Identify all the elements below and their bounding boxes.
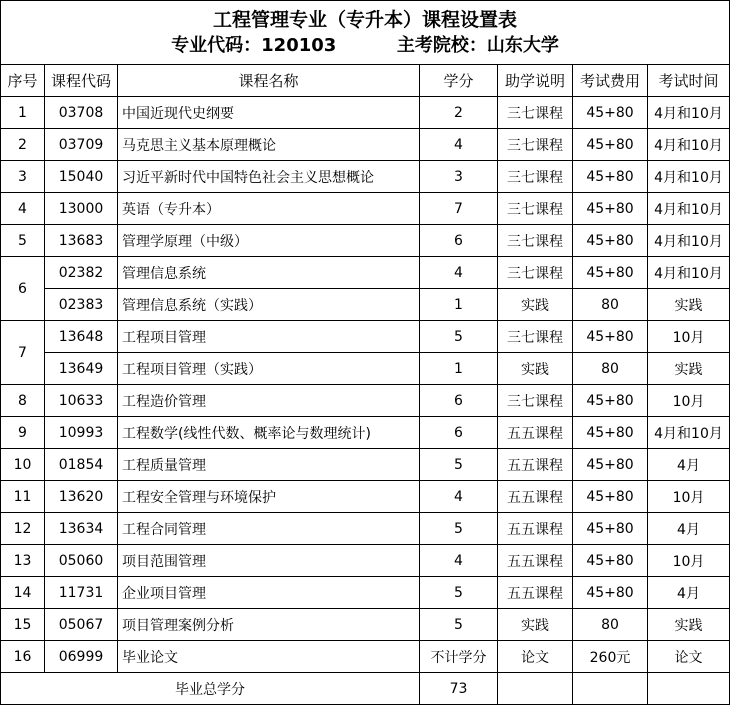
row-credit: 7 xyxy=(420,193,498,225)
row-credit: 5 xyxy=(420,609,498,641)
header-row xyxy=(1,65,730,97)
row-time: 实践 xyxy=(648,289,730,321)
row-credit: 4 xyxy=(420,129,498,161)
row-fee: 45+80 xyxy=(573,321,648,353)
total-label: 毕业总学分 xyxy=(1,673,420,705)
row-time: 4月和10月 xyxy=(648,417,730,449)
row-time: 10月 xyxy=(648,385,730,417)
row-code: 05060 xyxy=(45,545,118,577)
row-fee: 45+80 xyxy=(573,545,648,577)
table-row xyxy=(1,353,730,385)
row-note: 实践 xyxy=(498,353,573,385)
row-time: 4月 xyxy=(648,513,730,545)
row-no: 12 xyxy=(1,513,45,545)
table-row xyxy=(1,161,730,193)
row-time: 4月和10月 xyxy=(648,129,730,161)
row-code: 01854 xyxy=(45,449,118,481)
row-fee: 45+80 xyxy=(573,577,648,609)
table-row xyxy=(1,257,730,289)
table-row xyxy=(1,513,730,545)
row-code: 11731 xyxy=(45,577,118,609)
row-credit: 6 xyxy=(420,417,498,449)
table-row xyxy=(1,449,730,481)
table-row xyxy=(1,225,730,257)
row-time: 10月 xyxy=(648,545,730,577)
row-no: 3 xyxy=(1,161,45,193)
row-no: 2 xyxy=(1,129,45,161)
row-note: 五五课程 xyxy=(498,513,573,545)
row-note: 论文 xyxy=(498,641,573,673)
row-note: 三七课程 xyxy=(498,193,573,225)
table-row xyxy=(1,129,730,161)
row-time: 4月 xyxy=(648,449,730,481)
table-row xyxy=(1,97,730,129)
row-code: 13634 xyxy=(45,513,118,545)
row-note: 三七课程 xyxy=(498,225,573,257)
header-time: 考试时间 xyxy=(648,65,730,97)
table-row xyxy=(1,609,730,641)
row-fee: 80 xyxy=(573,609,648,641)
table-row xyxy=(1,417,730,449)
row-note: 三七课程 xyxy=(498,385,573,417)
row-name: 企业项目管理 xyxy=(118,577,420,609)
row-fee: 45+80 xyxy=(573,481,648,513)
row-credit: 5 xyxy=(420,321,498,353)
row-fee: 80 xyxy=(573,289,648,321)
row-no: 15 xyxy=(1,609,45,641)
row-name: 项目范围管理 xyxy=(118,545,420,577)
total-value: 73 xyxy=(420,673,498,705)
row-no: 8 xyxy=(1,385,45,417)
subtitle xyxy=(1,33,729,59)
row-fee: 45+80 xyxy=(573,225,648,257)
total-empty-time xyxy=(648,673,730,705)
row-fee: 45+80 xyxy=(573,193,648,225)
table-row xyxy=(1,289,730,321)
row-credit: 5 xyxy=(420,577,498,609)
table-row xyxy=(1,321,730,353)
row-name: 工程项目管理（实践） xyxy=(118,353,420,385)
row-credit: 1 xyxy=(420,289,498,321)
row-credit: 不计学分 xyxy=(420,641,498,673)
row-time: 10月 xyxy=(648,321,730,353)
table-row xyxy=(1,545,730,577)
header-fee: 考试费用 xyxy=(573,65,648,97)
row-note: 实践 xyxy=(498,609,573,641)
row-code: 13683 xyxy=(45,225,118,257)
row-fee: 45+80 xyxy=(573,385,648,417)
row-code: 06999 xyxy=(45,641,118,673)
row-code: 13620 xyxy=(45,481,118,513)
row-name: 管理信息系统（实践） xyxy=(118,289,420,321)
row-no: 6 xyxy=(1,257,45,321)
row-time: 4月和10月 xyxy=(648,193,730,225)
row-code: 02383 xyxy=(45,289,118,321)
header-note: 助学说明 xyxy=(498,65,573,97)
row-no: 9 xyxy=(1,417,45,449)
row-time: 4月和10月 xyxy=(648,225,730,257)
row-credit: 5 xyxy=(420,513,498,545)
row-note: 五五课程 xyxy=(498,481,573,513)
row-time: 4月和10月 xyxy=(648,257,730,289)
row-name: 项目管理案例分析 xyxy=(118,609,420,641)
row-time: 实践 xyxy=(648,353,730,385)
row-no: 5 xyxy=(1,225,45,257)
row-fee: 45+80 xyxy=(573,129,648,161)
row-time: 4月 xyxy=(648,577,730,609)
row-name: 毕业论文 xyxy=(118,641,420,673)
row-name: 工程合同管理 xyxy=(118,513,420,545)
row-name: 马克思主义基本原理概论 xyxy=(118,129,420,161)
page-title: 工程管理专业（专升本）课程设置表 xyxy=(212,8,517,31)
exam-school: 主考院校：山东大学 xyxy=(396,34,559,56)
row-fee: 45+80 xyxy=(573,97,648,129)
row-code: 10633 xyxy=(45,385,118,417)
row-code: 10993 xyxy=(45,417,118,449)
row-fee: 260元 xyxy=(573,641,648,673)
row-time: 4月和10月 xyxy=(648,161,730,193)
header-code: 课程代码 xyxy=(45,65,118,97)
row-code: 03709 xyxy=(45,129,118,161)
row-fee: 45+80 xyxy=(573,417,648,449)
row-note: 五五课程 xyxy=(498,545,573,577)
table-row xyxy=(1,577,730,609)
row-name: 工程质量管理 xyxy=(118,449,420,481)
row-name: 工程造价管理 xyxy=(118,385,420,417)
row-name: 工程安全管理与环境保护 xyxy=(118,481,420,513)
row-name: 管理信息系统 xyxy=(118,257,420,289)
total-empty-note xyxy=(498,673,573,705)
row-credit: 1 xyxy=(420,353,498,385)
row-name: 习近平新时代中国特色社会主义思想概论 xyxy=(118,161,420,193)
row-credit: 3 xyxy=(420,161,498,193)
major-code: 专业代码：120103 xyxy=(171,34,337,56)
row-fee: 45+80 xyxy=(573,449,648,481)
row-credit: 2 xyxy=(420,97,498,129)
row-no: 1 xyxy=(1,97,45,129)
row-fee: 80 xyxy=(573,353,648,385)
table-row xyxy=(1,193,730,225)
row-no: 11 xyxy=(1,481,45,513)
row-note: 五五课程 xyxy=(498,449,573,481)
row-code: 02382 xyxy=(45,257,118,289)
header-no: 序号 xyxy=(1,65,45,97)
row-no: 16 xyxy=(1,641,45,673)
row-note: 五五课程 xyxy=(498,417,573,449)
row-note: 三七课程 xyxy=(498,321,573,353)
row-code: 13000 xyxy=(45,193,118,225)
row-credit: 4 xyxy=(420,481,498,513)
total-row xyxy=(1,673,730,705)
row-note: 三七课程 xyxy=(498,129,573,161)
table-row xyxy=(1,641,730,673)
row-no: 14 xyxy=(1,577,45,609)
row-no: 10 xyxy=(1,449,45,481)
row-credit: 5 xyxy=(420,449,498,481)
row-code: 03708 xyxy=(45,97,118,129)
row-credit: 6 xyxy=(420,385,498,417)
row-fee: 45+80 xyxy=(573,257,648,289)
row-code: 05067 xyxy=(45,609,118,641)
row-time: 实践 xyxy=(648,609,730,641)
row-note: 实践 xyxy=(498,289,573,321)
row-code: 13649 xyxy=(45,353,118,385)
row-credit: 6 xyxy=(420,225,498,257)
title-block xyxy=(1,1,730,65)
row-note: 三七课程 xyxy=(498,161,573,193)
row-fee: 45+80 xyxy=(573,513,648,545)
row-name: 工程项目管理 xyxy=(118,321,420,353)
row-note: 五五课程 xyxy=(498,577,573,609)
row-code: 15040 xyxy=(45,161,118,193)
row-time: 论文 xyxy=(648,641,730,673)
row-note: 三七课程 xyxy=(498,97,573,129)
row-no: 7 xyxy=(1,321,45,385)
row-no: 13 xyxy=(1,545,45,577)
total-empty-fee xyxy=(573,673,648,705)
row-credit: 4 xyxy=(420,545,498,577)
table-row xyxy=(1,385,730,417)
row-name: 管理学原理（中级） xyxy=(118,225,420,257)
row-note: 三七课程 xyxy=(498,257,573,289)
header-name: 课程名称 xyxy=(118,65,420,97)
row-time: 10月 xyxy=(648,481,730,513)
row-time: 4月和10月 xyxy=(648,97,730,129)
row-no: 4 xyxy=(1,193,45,225)
row-code: 13648 xyxy=(45,321,118,353)
row-name: 英语（专升本） xyxy=(118,193,420,225)
row-credit: 4 xyxy=(420,257,498,289)
row-name: 工程数学(线性代数、概率论与数理统计) xyxy=(118,417,420,449)
header-credit: 学分 xyxy=(420,65,498,97)
row-name: 中国近现代史纲要 xyxy=(118,97,420,129)
row-fee: 45+80 xyxy=(573,161,648,193)
table-row xyxy=(1,481,730,513)
